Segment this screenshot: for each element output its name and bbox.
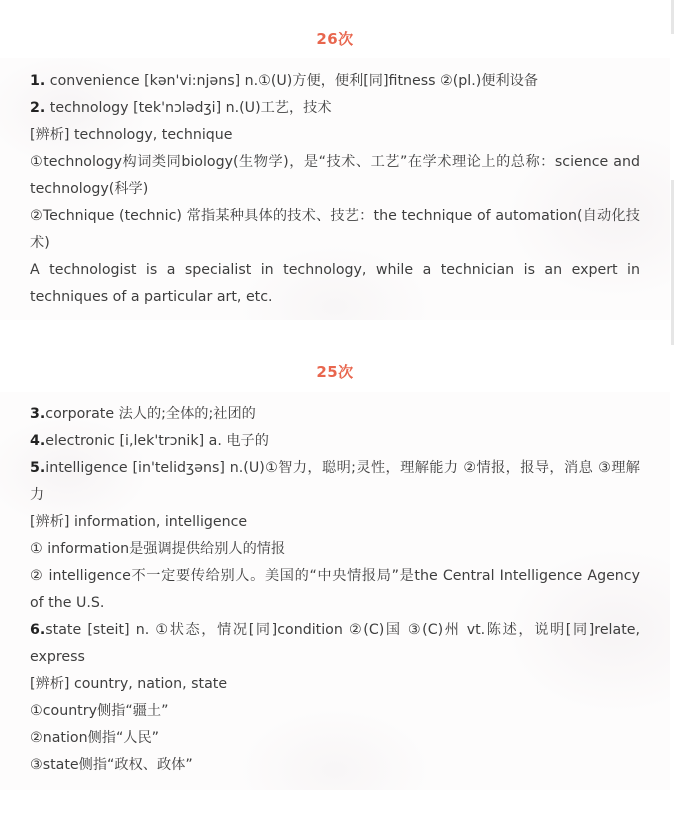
entry-text: intelligence [in'telidʒəns] n.(U)①智力，聪明;灵性，理解能力 ②情报，报导，消息 ③理解力 bbox=[30, 460, 640, 503]
analysis-point: ①technology构词类同biology(生物学)，是“技术、工艺”在学术理论上的总称：science and technology(科学) bbox=[30, 154, 640, 197]
section-body-25 bbox=[30, 401, 640, 779]
vocab-entry-electronic bbox=[30, 428, 640, 455]
entry-number: 3. bbox=[30, 406, 46, 422]
entry-number: 1. bbox=[30, 73, 46, 89]
analysis-point: ②nation侧指“人民” bbox=[30, 730, 160, 746]
vocab-entry-convenience bbox=[30, 68, 640, 95]
analysis-point: ① information是强调提供给别人的情报 bbox=[30, 541, 286, 557]
entry-text: state [steit] n. ①状态，情况[同]condition ②(C)国 ③(C)州 vt.陈述，说明[同]relate, express bbox=[30, 622, 640, 665]
vocab-entry-technology bbox=[30, 95, 640, 122]
example-sentence: A technologist is a specialist in technology, while a technician is an expert in techniques of a particular art, etc. bbox=[30, 262, 640, 305]
entry-text: electronic [i,lek'trɔnik] a. 电子的 bbox=[45, 433, 269, 449]
vocab-entry-intelligence bbox=[30, 455, 640, 509]
entry-number: 2. bbox=[30, 100, 46, 116]
analysis-heading: [辨析] information, intelligence bbox=[30, 514, 248, 530]
analysis-heading: [辨析] country, nation, state bbox=[30, 676, 228, 692]
analysis-point: ②Technique (technic) 常指某种具体的技术、技艺：the technique of automation(自动化技术) bbox=[30, 208, 640, 251]
entry-number: 4. bbox=[30, 433, 46, 449]
analysis-point: ①country侧指“疆土” bbox=[30, 703, 169, 719]
entry-number: 5. bbox=[30, 460, 46, 476]
section-title-26: 26次 bbox=[316, 30, 354, 48]
analysis-point: ③state侧指“政权、政体” bbox=[30, 757, 193, 773]
vocab-entry-state bbox=[30, 617, 640, 671]
entry-number: 6. bbox=[30, 622, 46, 638]
entry-text: technology [tek'nɔlədʒi] n.(U)工艺，技术 bbox=[45, 100, 332, 116]
analysis-point: ② intelligence不一定要传给别人。美国的“中央情报局”是the Central Intelligence Agency of the U.S. bbox=[30, 568, 640, 611]
section-body-26 bbox=[30, 68, 640, 311]
entry-text: corporate 法人的;全体的;社团的 bbox=[45, 406, 256, 422]
section-title-25: 25次 bbox=[316, 363, 354, 381]
vocab-entry-corporate bbox=[30, 401, 640, 428]
analysis-heading: [辨析] technology, technique bbox=[30, 127, 233, 143]
entry-text: convenience [kən'vi:njəns] n.①(U)方便，便利[同]fitness ②(pl.)便利设备 bbox=[45, 73, 539, 89]
